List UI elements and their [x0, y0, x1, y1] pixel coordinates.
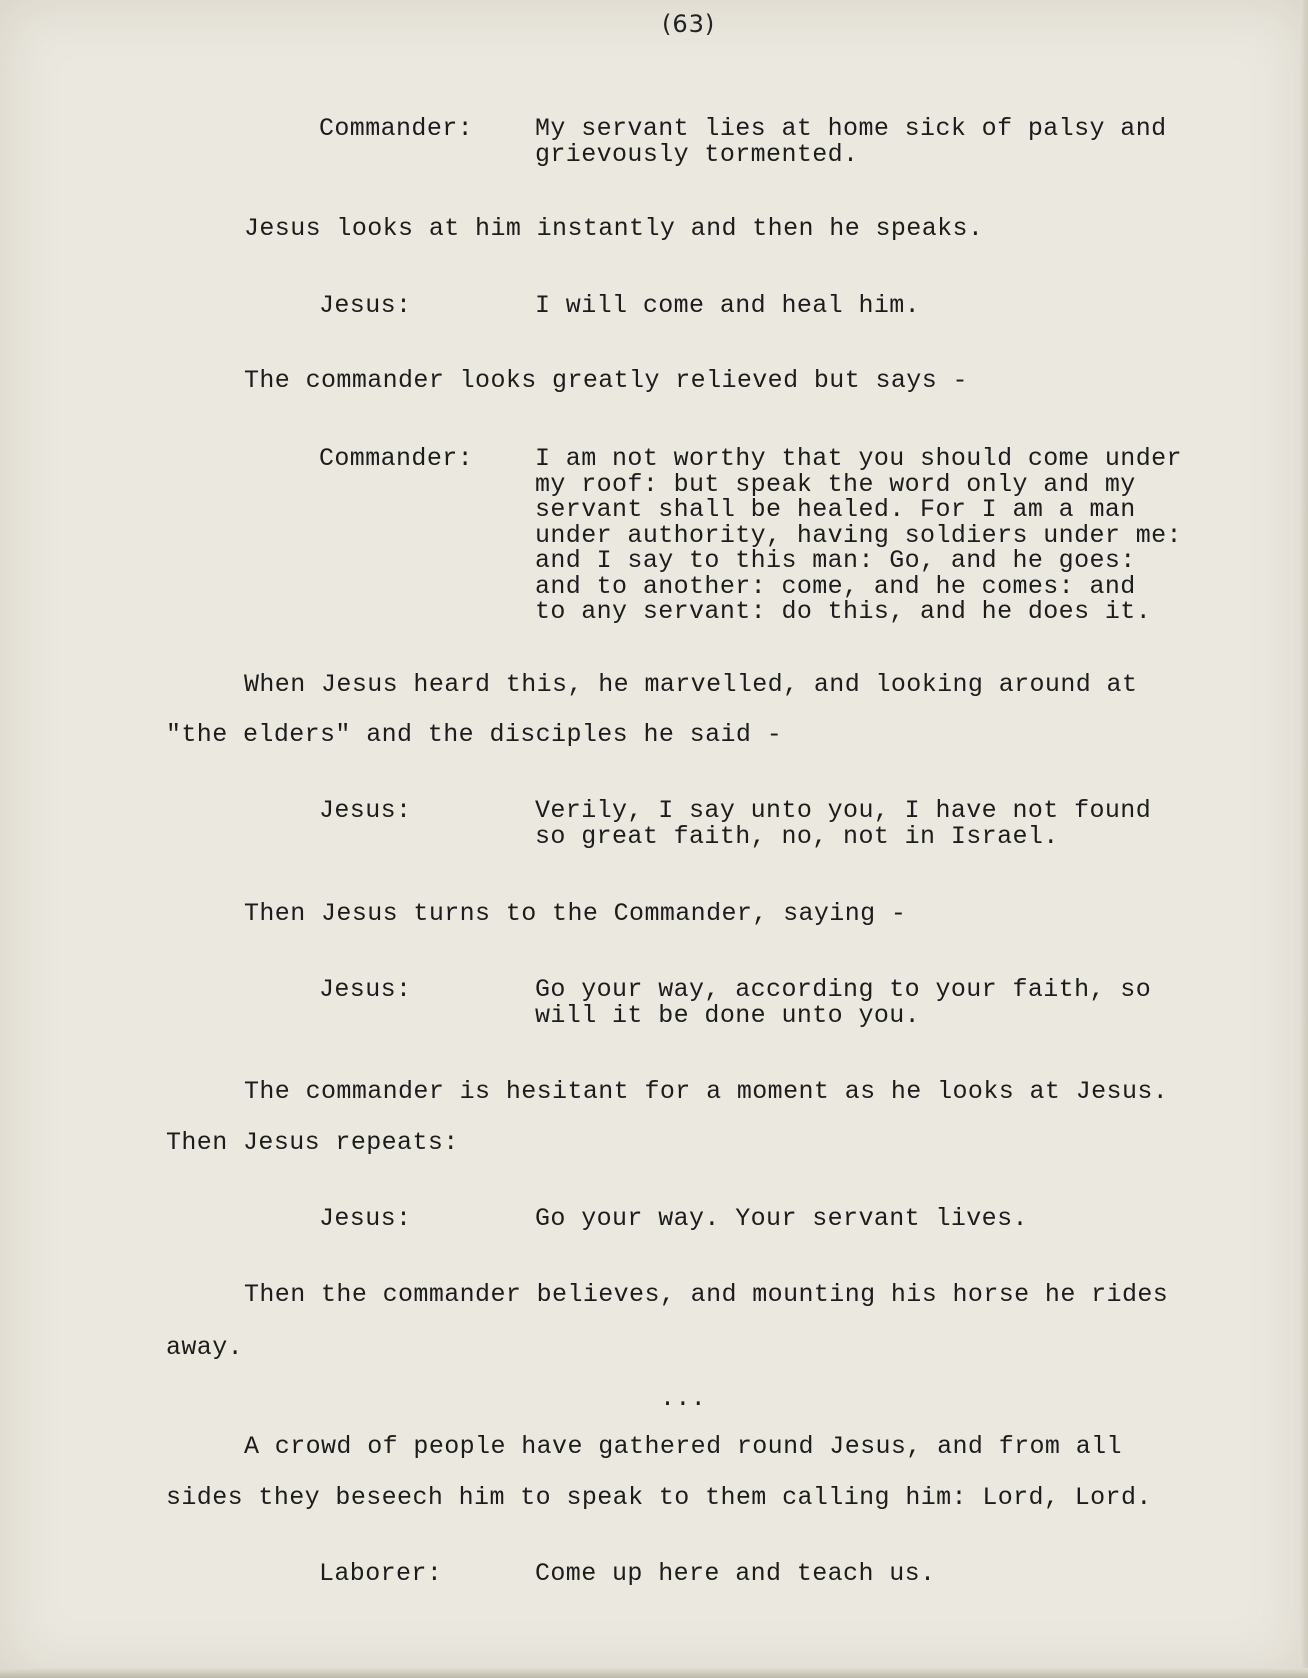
- scene-break: ...: [660, 1384, 707, 1413]
- stage-direction-2: The commander looks greatly relieved but says -: [244, 366, 968, 395]
- page-number: (63): [662, 10, 716, 38]
- paper-edge-right: [1300, 0, 1308, 1678]
- speaker-commander-2: Commander:: [319, 444, 474, 473]
- dialogue-commander-2: I am not worthy that you should come under my roof: but speak the word only and my servant shall be healed. For I am a man under authority, having soldiers under me: and I say to this man: Go, and he goes: and to another: come, and he comes: and to any servant: do this, and he does it.: [535, 444, 1182, 626]
- dialogue-jesus-4: Go your way. Your servant lives.: [535, 1204, 1028, 1233]
- stage-direction-7a: A crowd of people have gathered round Jesus, and from all: [244, 1432, 1122, 1461]
- speaker-jesus-3: Jesus:: [319, 975, 412, 1004]
- dialogue-jesus-2: Verily, I say unto you, I have not found so great faith, no, not in Israel.: [535, 796, 1152, 851]
- dialogue-commander-1: My servant lies at home sick of palsy and grievously tormented.: [535, 114, 1167, 169]
- dialogue-laborer: Come up here and teach us.: [535, 1559, 936, 1588]
- speaker-jesus-2: Jesus:: [319, 796, 412, 825]
- stage-direction-6b: away.: [166, 1333, 244, 1362]
- speaker-commander-1: Commander:: [319, 114, 474, 143]
- paper-edge-bottom: [0, 1668, 1308, 1678]
- stage-direction-6a: Then the commander believes, and mounting his horse he rides: [244, 1280, 1169, 1309]
- stage-direction-5a: The commander is hesitant for a moment as he looks at Jesus.: [244, 1077, 1169, 1106]
- stage-direction-3a: When Jesus heard this, he marvelled, and looking around at: [244, 670, 1138, 699]
- stage-direction-3b: "the elders" and the disciples he said -: [166, 720, 783, 749]
- dialogue-jesus-1: I will come and heal him.: [535, 291, 921, 320]
- stage-direction-7b: sides they beseech him to speak to them calling him: Lord, Lord.: [166, 1483, 1152, 1512]
- dialogue-jesus-3: Go your way, according to your faith, so will it be done unto you.: [535, 975, 1152, 1030]
- stage-direction-1: Jesus looks at him instantly and then he speaks.: [244, 214, 984, 243]
- stage-direction-4: Then Jesus turns to the Commander, saying -: [244, 899, 907, 928]
- stage-direction-5b: Then Jesus repeats:: [166, 1128, 459, 1157]
- speaker-laborer: Laborer:: [319, 1559, 443, 1588]
- speaker-jesus-1: Jesus:: [319, 291, 412, 320]
- speaker-jesus-4: Jesus:: [319, 1204, 412, 1233]
